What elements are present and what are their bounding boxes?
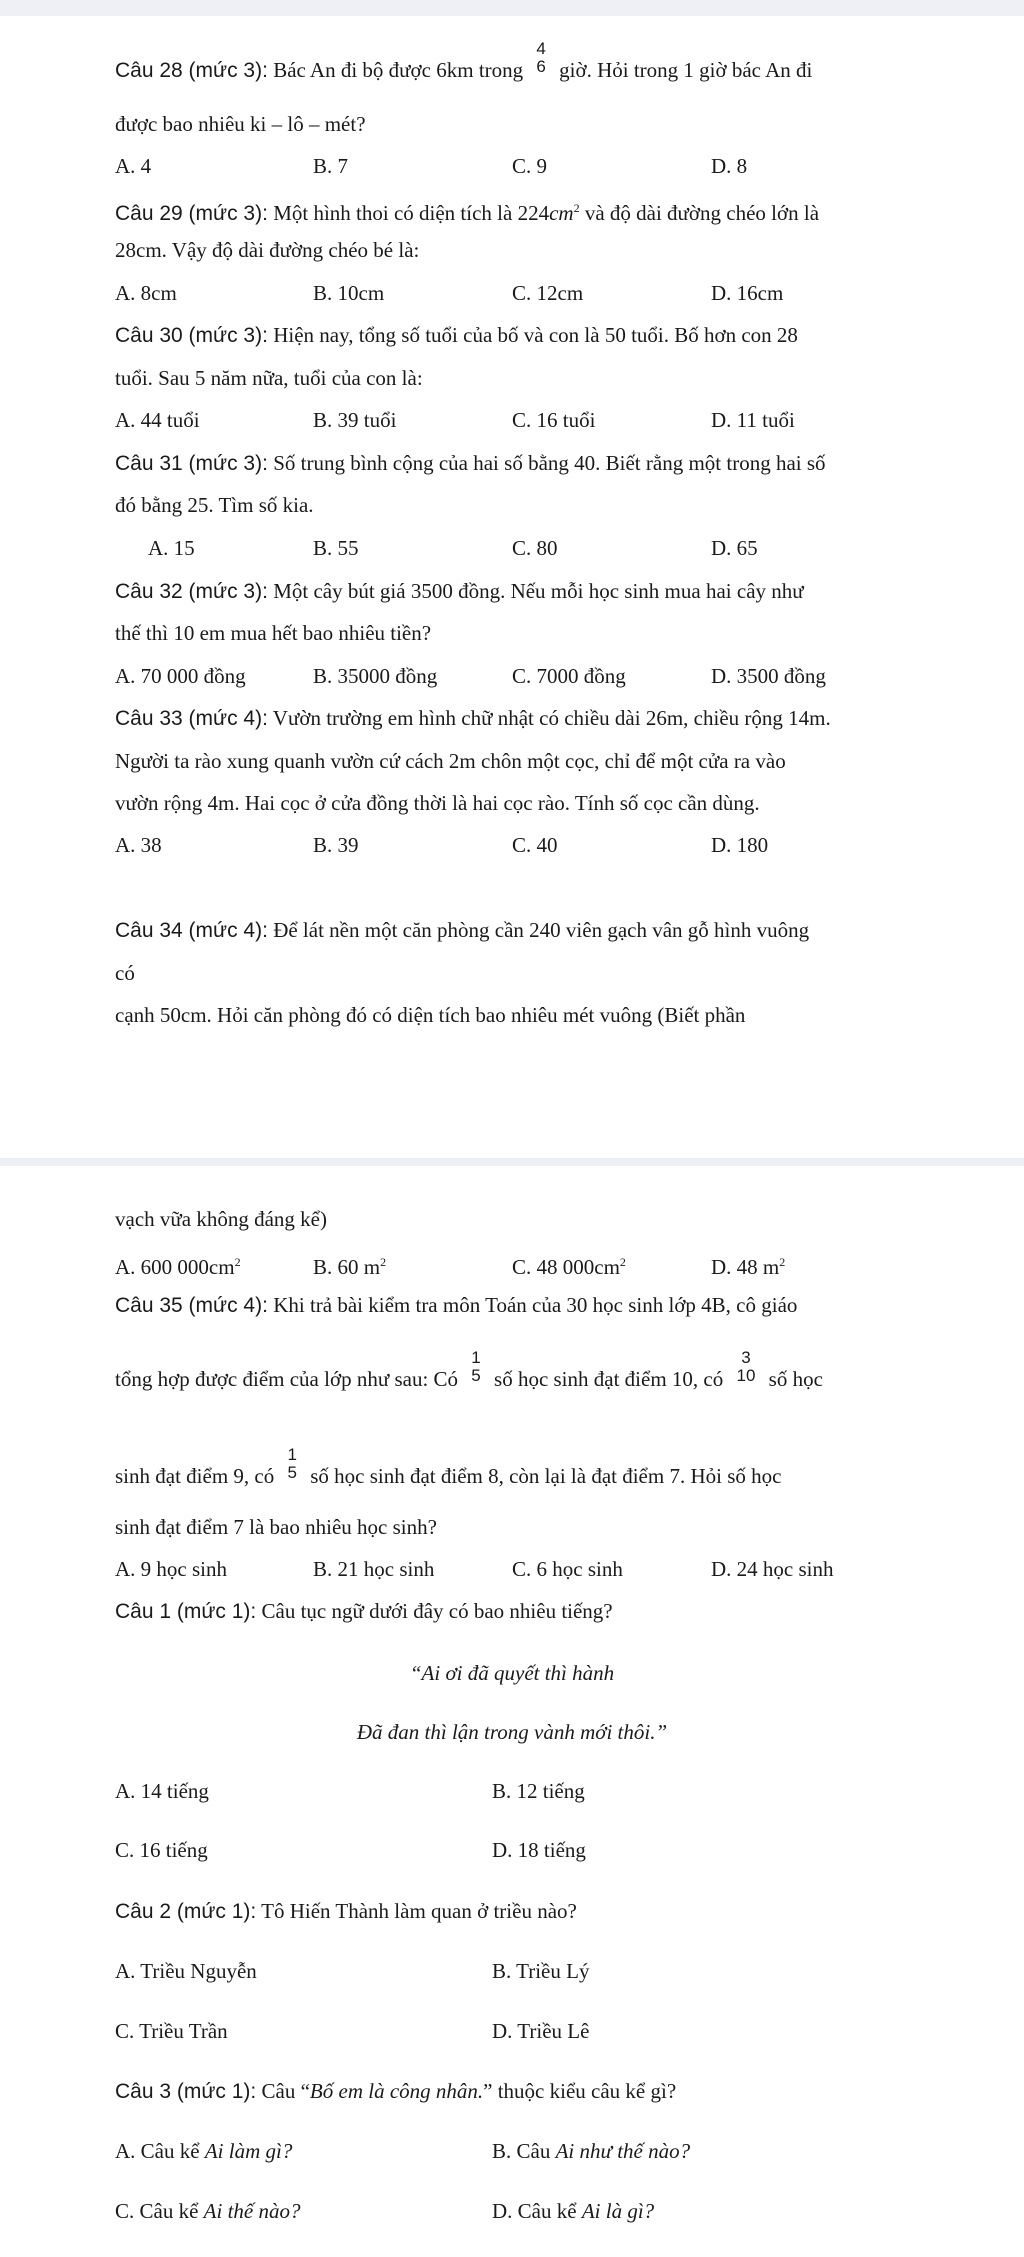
q29-head: Câu 29 (mức 3): bbox=[115, 202, 268, 225]
q30-opt-b: B. 39 tuổi bbox=[313, 408, 397, 432]
q29-opt-a: A. 8cm bbox=[115, 281, 177, 305]
q3-opt-d-it: Ai là gì? bbox=[581, 2199, 655, 2223]
q32-line2: thế thì 10 em mua hết bao nhiêu tiền? bbox=[115, 621, 432, 645]
q29-line2: 28cm. Vậy độ dài đường chéo bé là: bbox=[115, 238, 420, 262]
q34-opt-d bbox=[711, 1248, 785, 1281]
q32-text: Một cây bút giá 3500 đồng. Nếu mỗi học sinh mua hai cây như bbox=[267, 579, 804, 603]
q2-opt-d: D. Triều Lê bbox=[492, 2019, 590, 2043]
q29-unit: cm bbox=[549, 201, 574, 225]
q31-head: Câu 31 (mức 3): bbox=[115, 452, 268, 475]
q33-text: Vườn trường em hình chữ nhật có chiều dài 26m, chiều rộng 14m. bbox=[267, 706, 831, 730]
q3-opt-b-it: Ai như thế nào? bbox=[555, 2139, 691, 2163]
q35-f2-den: 10 bbox=[736, 1366, 756, 1385]
q35-opt-a: A. 9 học sinh bbox=[115, 1557, 227, 1581]
q1-opt-c: C. 16 tiếng bbox=[115, 1838, 208, 1862]
q28-head: Câu 28 (mức 3): bbox=[115, 58, 268, 82]
q30-opt-d: D. 11 tuổi bbox=[711, 408, 795, 432]
q35-head: Câu 35 (mức 4): bbox=[115, 1294, 268, 1317]
q28-frac-num: 4 bbox=[536, 39, 546, 58]
q29-pre: Một hình thoi có diện tích là 224 bbox=[267, 201, 550, 225]
q32-opt-c: C. 7000 đồng bbox=[512, 664, 626, 688]
q34-opt-b-text: B. 60 m bbox=[313, 1255, 381, 1279]
q3-opt-c-it: Ai thế nào? bbox=[203, 2199, 301, 2223]
q35-fraction-3 bbox=[285, 1446, 298, 1482]
q3-pre: Câu “ bbox=[256, 2079, 310, 2103]
q35-l3a: sinh đạt điểm 9, có bbox=[115, 1463, 280, 1488]
q35-f1-den: 5 bbox=[471, 1366, 481, 1385]
q34-opt-c bbox=[512, 1248, 626, 1281]
q31-opt-a: A. 15 bbox=[148, 536, 195, 560]
q29-opt-c: C. 12cm bbox=[512, 281, 584, 305]
top-band bbox=[0, 0, 1024, 16]
q35-f2-num: 3 bbox=[741, 1348, 751, 1367]
q34-opt-d-exp: 2 bbox=[779, 1255, 786, 1269]
q34-opt-b-exp: 2 bbox=[380, 1255, 387, 1269]
q3-opt-b-pre: B. Câu bbox=[492, 2139, 556, 2163]
q1-opt-b: B. 12 tiếng bbox=[492, 1779, 585, 1803]
q32-opt-a: A. 70 000 đồng bbox=[115, 664, 246, 688]
q34-text: Để lát nền một căn phòng cần 240 viên gạch vân gỗ hình vuông bbox=[267, 918, 810, 942]
q35-l2a: tổng hợp được điểm của lớp như sau: Có bbox=[115, 1366, 464, 1391]
q30-opt-a: A. 44 tuổi bbox=[115, 408, 200, 432]
q34-line4: vạch vữa không đáng kể) bbox=[115, 1207, 327, 1231]
q34-opt-c-exp: 2 bbox=[619, 1255, 626, 1269]
q2-head: Câu 2 (mức 1): bbox=[115, 1900, 257, 1923]
q29-opt-b: B. 10cm bbox=[313, 281, 385, 305]
q30-line1 bbox=[115, 321, 798, 350]
q3-opt-c bbox=[115, 2197, 300, 2225]
q1-verse-1: “Ai ơi đã quyết thì hành bbox=[409, 1661, 615, 1685]
q33-opt-d: D. 180 bbox=[711, 833, 769, 857]
q35-fraction-1 bbox=[469, 1349, 482, 1385]
q3-opt-b bbox=[492, 2137, 690, 2165]
q35-f1-num: 1 bbox=[471, 1348, 481, 1367]
q31-opt-b: B. 55 bbox=[313, 536, 359, 560]
q35-l2c: số học bbox=[763, 1366, 823, 1391]
q35-l3b: số học sinh đạt điểm 8, còn lại là đạt điểm 7. Hỏi số học bbox=[304, 1463, 782, 1488]
q34-line3: cạnh 50cm. Hỏi căn phòng đó có diện tích bao nhiêu mét vuông (Biết phần bbox=[115, 1003, 746, 1027]
q30-text: Hiện nay, tổng số tuổi của bố và con là 50 tuổi. Bố hơn con 28 bbox=[267, 323, 798, 347]
q3-opt-c-pre: C. Câu kể bbox=[115, 2199, 204, 2223]
q34-opt-c-text: C. 48 000cm bbox=[512, 1255, 620, 1279]
q28-fraction bbox=[534, 40, 547, 76]
q1-verse-2: Đã đan thì lận trong vành mới thôi.” bbox=[356, 1720, 668, 1744]
q32-opt-d: D. 3500 đồng bbox=[711, 664, 826, 688]
q2-opt-b: B. Triều Lý bbox=[492, 1959, 590, 1983]
q30-opt-c: C. 16 tuổi bbox=[512, 408, 596, 432]
q32-line1 bbox=[115, 577, 804, 606]
q2-opt-c: C. Triều Trần bbox=[115, 2019, 228, 2043]
q28-opt-a: A. 4 bbox=[115, 154, 152, 178]
q33-head: Câu 33 (mức 4): bbox=[115, 707, 268, 730]
q35-opt-c: C. 6 học sinh bbox=[512, 1557, 623, 1581]
q31-opt-c: C. 80 bbox=[512, 536, 558, 560]
q34-opt-a-exp: 2 bbox=[234, 1255, 241, 1269]
q29-post: và độ dài đường chéo lớn là bbox=[579, 201, 820, 225]
q3-opt-a bbox=[115, 2137, 292, 2165]
q35-opt-b: B. 21 học sinh bbox=[313, 1557, 435, 1581]
q35-line1 bbox=[115, 1291, 797, 1320]
q35-fraction-2 bbox=[734, 1349, 757, 1385]
q33-opt-b: B. 39 bbox=[313, 833, 359, 857]
q35-f3-num: 1 bbox=[287, 1445, 297, 1464]
q34-line1 bbox=[115, 916, 809, 945]
q3-opt-d bbox=[492, 2197, 654, 2225]
q28-line1 bbox=[115, 39, 813, 90]
q1-head: Câu 1 (mức 1): bbox=[115, 1600, 257, 1623]
q28-opt-d: D. 8 bbox=[711, 154, 748, 178]
q34-opt-a bbox=[115, 1248, 241, 1281]
q33-line1 bbox=[115, 704, 831, 733]
q2-opt-a: A. Triều Nguyễn bbox=[115, 1959, 257, 1983]
q2-line1 bbox=[115, 1897, 577, 1926]
q3-line1 bbox=[115, 2077, 676, 2106]
q3-post: ” thuộc kiểu câu kể gì? bbox=[483, 2079, 677, 2103]
q31-text: Số trung bình cộng của hai số bằng 40. Biết rằng một trong hai số bbox=[267, 451, 826, 475]
q28-line2: được bao nhiêu ki – lô – mét? bbox=[115, 112, 366, 136]
q3-opt-a-it: Ai làm gì? bbox=[204, 2139, 293, 2163]
q31-opt-d: D. 65 bbox=[711, 536, 758, 560]
q35-text: Khi trả bài kiểm tra môn Toán của 30 học sinh lớp 4B, cô giáo bbox=[267, 1293, 798, 1317]
q30-head: Câu 30 (mức 3): bbox=[115, 324, 268, 347]
q28-opt-b: B. 7 bbox=[313, 154, 349, 178]
q3-opt-d-pre: D. Câu kể bbox=[492, 2199, 582, 2223]
q35-opt-d: D. 24 học sinh bbox=[711, 1557, 834, 1581]
q1-text: Câu tục ngữ dưới đây có bao nhiêu tiếng? bbox=[256, 1599, 613, 1623]
q3-head: Câu 3 (mức 1): bbox=[115, 2080, 257, 2103]
q29-opt-d: D. 16cm bbox=[711, 281, 784, 305]
q35-line3 bbox=[115, 1445, 782, 1496]
q33-opt-a: A. 38 bbox=[115, 833, 162, 857]
q33-line2: Người ta rào xung quanh vườn cứ cách 2m chôn một cọc, chỉ để một cửa ra vào bbox=[115, 749, 786, 773]
q35-line4: sinh đạt điểm 7 là bao nhiêu học sinh? bbox=[115, 1515, 437, 1539]
q35-line2 bbox=[115, 1348, 823, 1399]
q33-opt-c: C. 40 bbox=[512, 833, 558, 857]
q30-line2: tuổi. Sau 5 năm nữa, tuổi của con là: bbox=[115, 366, 423, 390]
q29-unit-exp: 2 bbox=[573, 201, 580, 215]
q31-line1 bbox=[115, 449, 826, 478]
q3-opt-a-pre: A. Câu kể bbox=[115, 2139, 205, 2163]
q29-line1 bbox=[115, 194, 819, 228]
q34-opt-a-text: A. 600 000cm bbox=[115, 1255, 235, 1279]
q1-opt-a: A. 14 tiếng bbox=[115, 1779, 209, 1803]
q1-line1 bbox=[115, 1597, 613, 1626]
q35-f3-den: 5 bbox=[287, 1463, 297, 1482]
q35-l2b: số học sinh đạt điểm 10, có bbox=[488, 1366, 729, 1391]
q1-opt-d: D. 18 tiếng bbox=[492, 1838, 586, 1862]
q34-head: Câu 34 (mức 4): bbox=[115, 919, 268, 942]
q3-quote: Bố em là công nhân. bbox=[309, 2079, 484, 2103]
q34-opt-d-text: D. 48 m bbox=[711, 1255, 780, 1279]
q28-pre: Bác An đi bộ được 6km trong bbox=[267, 57, 529, 82]
q34-line2: có bbox=[115, 961, 135, 985]
page-gap bbox=[0, 1158, 1024, 1166]
q34-opt-b bbox=[313, 1248, 386, 1281]
q28-frac-den: 6 bbox=[536, 57, 546, 76]
q31-line2: đó bằng 25. Tìm số kia. bbox=[115, 493, 314, 517]
q28-post: giờ. Hỏi trong 1 giờ bác An đi bbox=[553, 57, 813, 82]
q33-line3: vườn rộng 4m. Hai cọc ở cửa đồng thời là hai cọc rào. Tính số cọc cần dùng. bbox=[115, 791, 760, 815]
q32-head: Câu 32 (mức 3): bbox=[115, 580, 268, 603]
q28-opt-c: C. 9 bbox=[512, 154, 548, 178]
q32-opt-b: B. 35000 đồng bbox=[313, 664, 438, 688]
q2-text: Tô Hiến Thành làm quan ở triều nào? bbox=[256, 1899, 577, 1923]
